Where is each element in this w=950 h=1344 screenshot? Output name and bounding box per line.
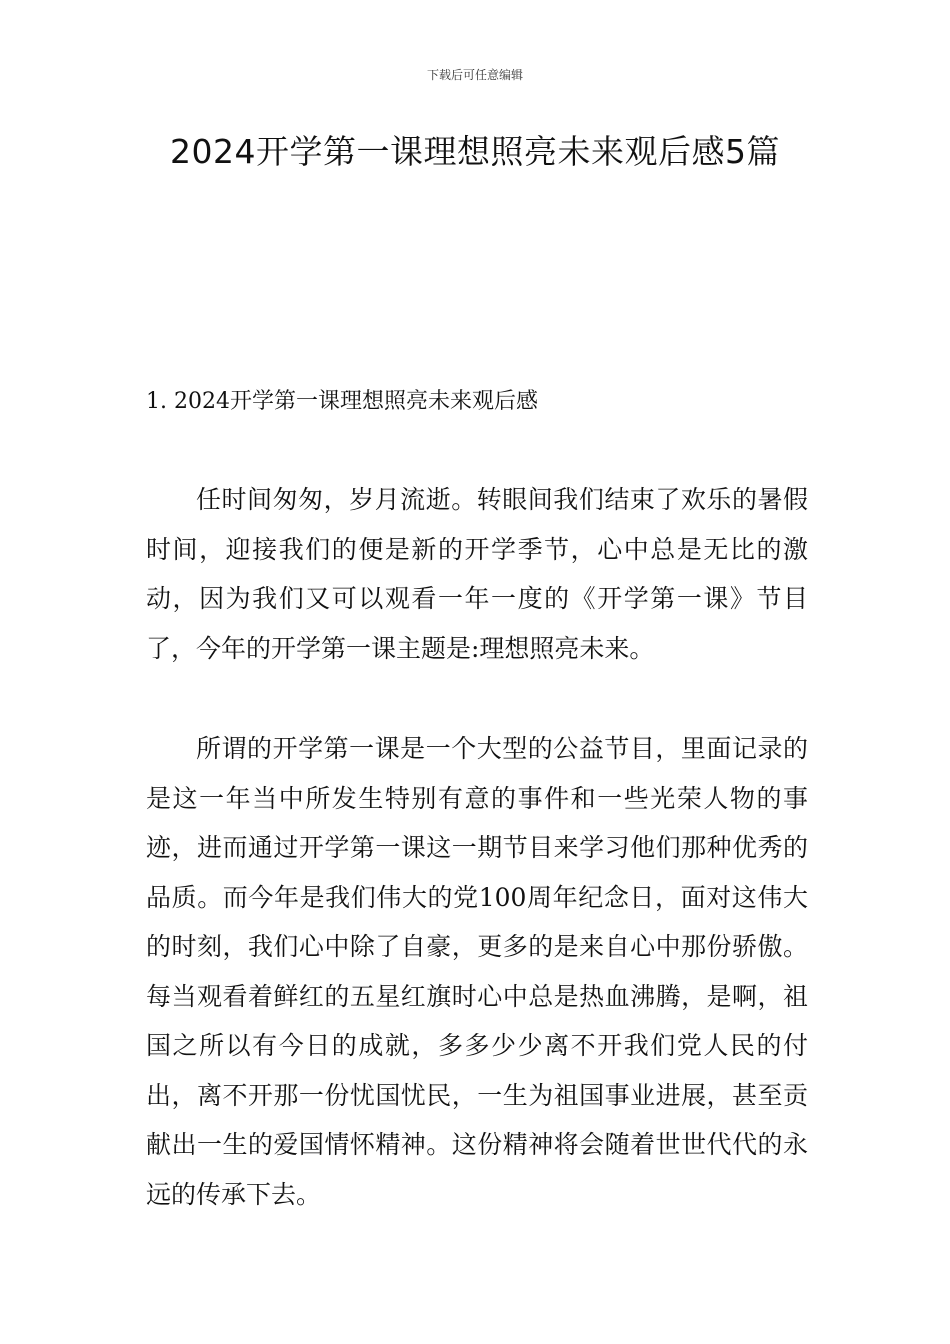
paragraph-1: 任时间匆匆，岁月流逝。转眼间我们结束了欢乐的暑假时间，迎接我们的便是新的开学季节，心中总是无比的激动，因为我们又可以观看一年一度的《开学第一课》节目了，今年的开学第一课主题是:理想照亮未来。: [146, 485, 808, 663]
section-heading: 1. 2024开学第一课理想照亮未来观后感: [146, 389, 538, 414]
document-title: 2024开学第一课理想照亮未来观后感5篇: [170, 132, 780, 171]
paragraph-2: 所谓的开学第一课是一个大型的公益节目，里面记录的是这一年当中所发生特别有意的事件和一些光荣人物的事迹，进而通过开学第一课这一期节目来学习他们那种优秀的品质。而今年是我们伟大的党100周年纪念日，面对这伟大的时刻，我们心中除了自豪，更多的是来自心中那份骄傲。每当观看着鲜红的五星红旗时心中总是热血沸腾，是啊，祖国之所以有今日的成就，多多少少离不开我们党人民的付出，离不开那一份忧国忧民，一生为祖国事业进展，甚至贡献出一生的爱国情怀精神。这份精神将会随着世世代代的永远的传承下去。: [146, 734, 808, 1209]
header-note: 下载后可任意编辑: [426, 68, 523, 82]
